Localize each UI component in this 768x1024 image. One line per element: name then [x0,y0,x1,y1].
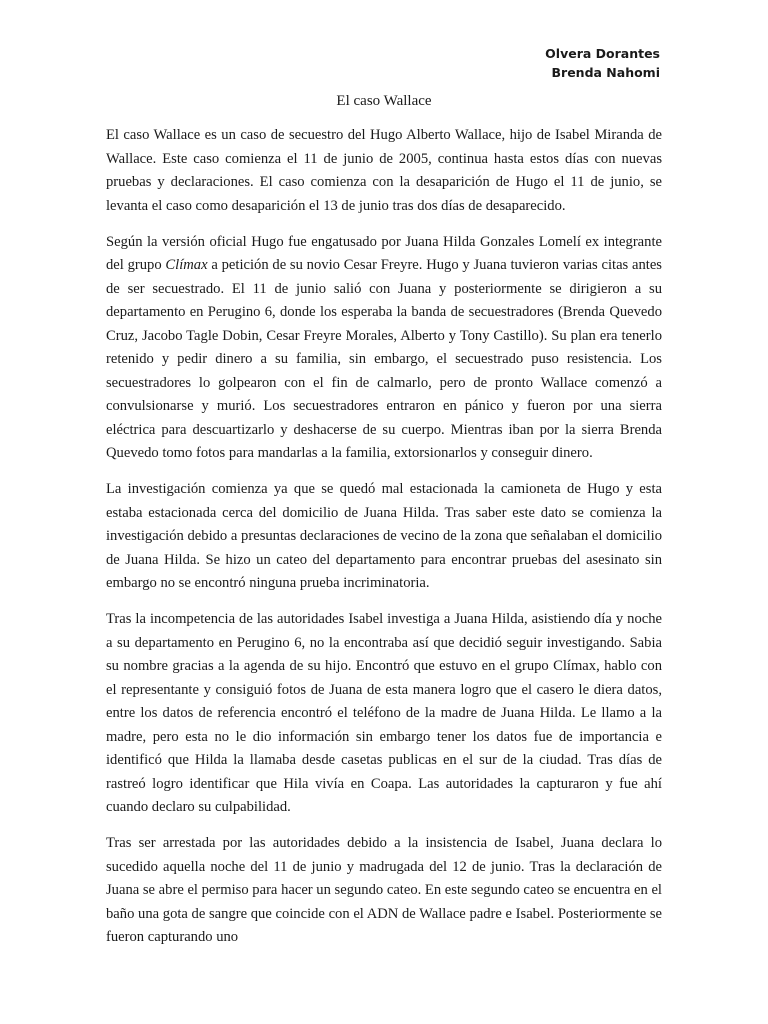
author-block [545,44,660,82]
paragraph-5: Tras ser arrestada por las autoridades debido a la insistencia de Isabel, Juana declara lo sucedido aquella noche del 11 de junio y madrugada del 12 de junio. Tras la declaración de Juana se abre el permiso para hacer un segundo cateo. En este segundo cateo se encuentra en el baño una gota de sangre que coincide con el ADN de Wallace padre e Isabel. Posteriormente se fueron capturando uno [106,835,662,945]
author-surname: Olvera Dorantes [545,46,660,61]
paragraph-2-rest: a petición de su novio Cesar Freyre. Hugo y Juana tuvieron varias citas antes de ser secuestrado. El 11 de junio salió con Juana y posteriormente se dirigieron a su departamento en Perugino 6, donde los esperaba la banda de secuestradores (Brenda Quevedo Cruz, Jacobo Tagle Dobin, Cesar Freyre Morales, Alberto y Tony Castillo). Su plan era tenerlo retenido y pedir dinero a su familia, sin embargo, el secuestrado puso resistencia. Los secuestradores lo golpearon con el fin de calmarlo, pero de pronto Wallace comenzó a convulsionarse y murió. Los secuestradores entraron en pánico y fueron por una sierra eléctrica para descuartizarlo y deshacerse de su cuerpo. Mientras iban por la sierra Brenda Quevedo tomo fotos para mandarlas a la familia, extorsionarlos y conseguir dinero. [106,257,662,461]
climax-emphasis: Clímax [165,257,208,273]
paragraph-4: Tras la incompetencia de las autoridades Isabel investiga a Juana Hilda, asistiendo día y noche a su departamento en Perugino 6, no la encontraba así que decidió seguir investigando. Sabia su nombre gracias a la agenda de su hijo. Encontró que estuvo en el grupo Clímax, hablo con el representante y consiguió fotos de Juana de esta manera logro que el casero le diera datos, entre los datos de referencia encontró el teléfono de la madre de Juana Hilda. Le llamo a la madre, pero esta no le dio información sin embargo tener los datos fue de importancia e identificó que Hilda la llamaba desde casetas publicas en el sur de la ciudad. Tras días de rastreó logro identificar que Hila vivía en Coapa. Las autoridades la capturaron y fue ahí cuando declaro su culpabilidad. [106,611,662,815]
author-given-name: Brenda Nahomi [551,65,660,80]
paragraph-1: El caso Wallace es un caso de secuestro del Hugo Alberto Wallace, hijo de Isabel Miranda de Wallace. Este caso comienza el 11 de junio de 2005, continua hasta estos días con nuevas pruebas y declaraciones. El caso comienza con la desaparición de Hugo el 11 de junio, se levanta el caso como desaparición el 13 de junio tras dos días de desaparecido. [106,127,662,214]
paragraph-2-start: Según la versión oficial Hugo fue engatusado por Juana Hilda Gonzales Lomelí ex integrante del grupo [106,233,662,273]
document-body [106,124,662,962]
paragraph-2 [106,231,662,466]
document-title: El caso Wallace [336,93,432,109]
paragraph-3: La investigación comienza ya que se quedó mal estacionada la camioneta de Hugo y esta estaba estacionada cerca del domicilio de Juana Hilda. Tras saber este dato se comienza la investigación debido a presuntas declaraciones de vecino de la zona que señalaban el domicilio de Juana Hilda. Se hizo un cateo del departamento para encontrar pruebas del asesinato sin embargo no se encontró ninguna prueba incriminatoria. [106,481,662,591]
